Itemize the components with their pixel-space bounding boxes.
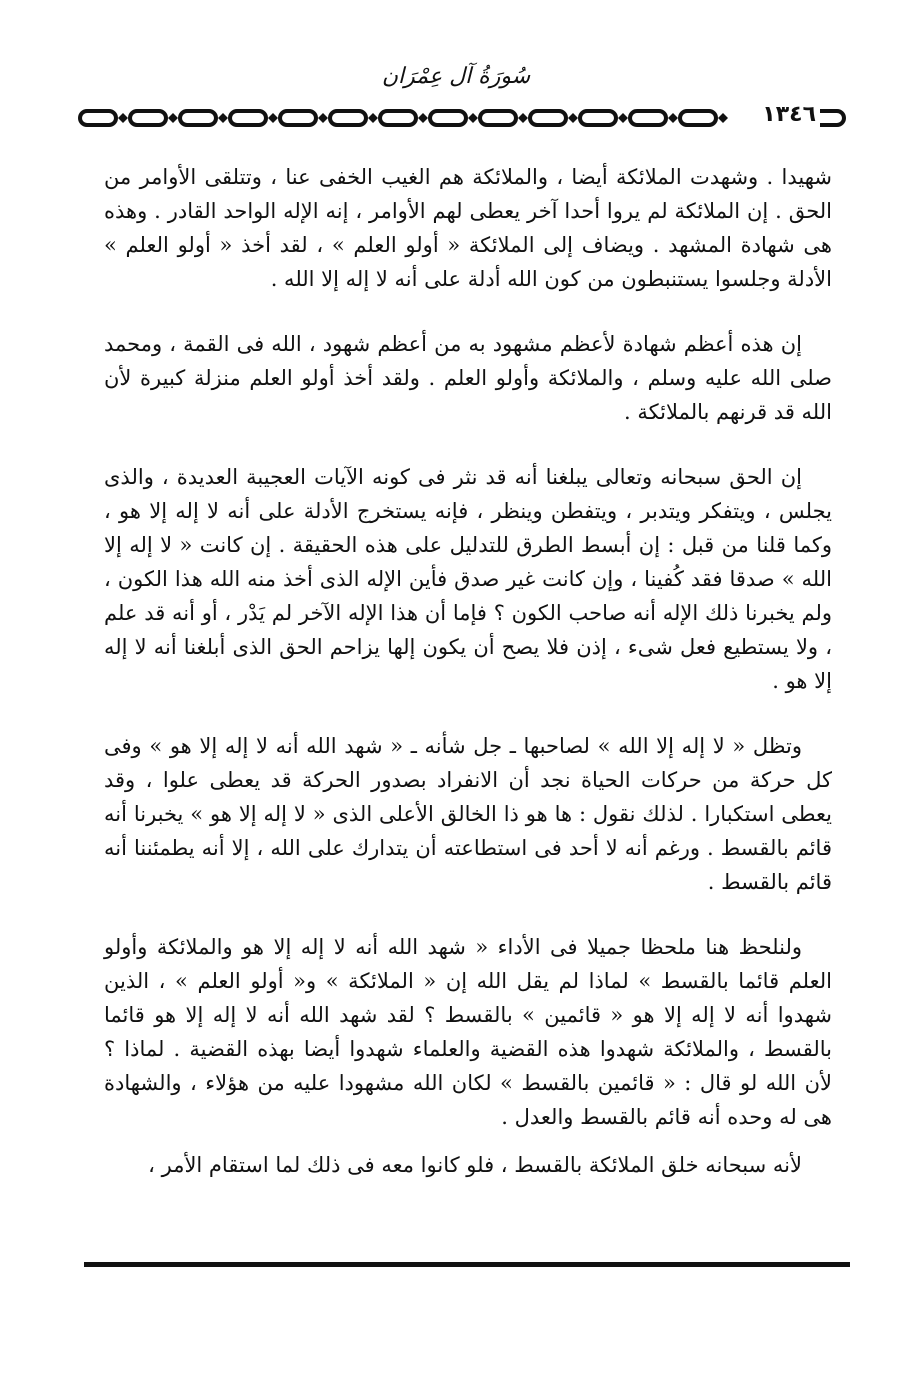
chain-diamond [568, 113, 578, 123]
page-body [104, 160, 832, 1182]
chain-link [80, 111, 116, 125]
page-number: ١٣٤٦ [758, 102, 820, 127]
paragraph-5: ولنلحظ هنا ملحظا جميلا فى الأداء « شهد الله أنه لا إله إلا هو والملائكة وأولو العلم قائما بالقسط » لماذا لم يقل الله إن « الملائكة » و« أولو العلم » ، الذين شهدوا أنه لا إله إلا هو « قائمين » بالقسط ؟ لقد شهد الله أنه لا إله إلا هو قائما بالقسط ، والملائكة شهدوا هذه القضية والعلماء شهدوا أيضا بهذه القضية . لماذا ؟ لأن الله لو قال : « قائمين بالقسط » لكان الله مشهودا عليه من هؤلاء ، والشهادة هى له وحده أنه قائم بالقسط والعدل . [104, 935, 832, 1129]
chain-diamond [268, 113, 278, 123]
chain-link [380, 111, 416, 125]
chain-diamond [618, 113, 628, 123]
chain-diamond [718, 113, 728, 123]
paragraph-2: إن هذه أعظم شهادة لأعظم مشهود به من أعظم شهود ، الله فى القمة ، ومحمد صلى الله عليه وسلم ، والملائكة وأولو العلم . ولقد أخذ أولو العلم منزلة كبيرة لأن الله قد قرنهم بالملائكة . [104, 332, 832, 424]
paragraph-6: لأنه سبحانه خلق الملائكة بالقسط ، فلو كانوا معه فى ذلك لما استقام الأمر ، [148, 1153, 802, 1177]
chain-diamond [418, 113, 428, 123]
chain-link [630, 111, 666, 125]
chain-link [330, 111, 366, 125]
chain-link [480, 111, 516, 125]
header-ornament-band [78, 101, 848, 135]
paragraph-1: شهيدا . وشهدت الملائكة أيضا ، والملائكة هم الغيب الخفى عنا ، وتتلقى الأوامر من الحق . إن الملائكة لم يروا أحدا آخر يعطى لهم الأوامر ، إنه الإله الواحد القادر . وهذه هى شهادة المشهد . ويضاف إلى الملائكة « أولو العلم » ، لقد أخذ « أولو العلم » الأدلة وجلسوا يستنبطون من كون الله أدلة على أنه لا إله إلا الله . [104, 165, 832, 291]
chain-ornament-icon [78, 101, 848, 135]
paragraph-3: إن الحق سبحانه وتعالى يبلغنا أنه قد نثر فى كونه الآيات العجيبة العديدة ، والذى يجلس ، ويتفكر ويتدبر ، ويتفطن وينظر ، فإنه يستخرج الأدلة على أنه لا إله إلا هو ، وكما قلنا من قبل : إن أبسط الطرق للتدليل على هذه الحقيقة . إن كانت « لا إله إلا الله » صدقا فقد كُفينا ، وإن كانت غير صدق فأين الإله الذى أخذ منه الله هذا الكون ، ولم يخبرنا ذلك الإله أنه صاحب الكون ؟ فإما أن هذا الإله الآخر لم يَدْر ، أو أنه قد علم ، ولا يستطيع فعل شىء ، إذن فلا يصح أن يكون إلها يزاحم الحق الذى أبلغنا أنه لا إله إلا هو . [104, 465, 832, 693]
chain-diamond [218, 113, 228, 123]
chain-link [580, 111, 616, 125]
chain-diamond [518, 113, 528, 123]
surah-title: سُورَةُ آل عِمْرَان [381, 64, 531, 89]
chain-diamond [468, 113, 478, 123]
chain-link [430, 111, 466, 125]
paragraph-4: وتظل « لا إله إلا الله » لصاحبها ـ جل شأنه ـ « شهد الله أنه لا إله إلا هو » وفى كل حركة من حركات الحياة نجد أن الانفراد بصدور الحركة قد يعطى علوا ، وقد يعطى استكبارا . لذلك نقول : ها هو ذا الخالق الأعلى الذى « لا إله إلا هو » يخبرنا أنه قائم بالقسط . ورغم أنه لا أحد فى استطاعته أن يتدارك على الله ، إلا أنه يطمئننا أنه قائم بالقسط . [104, 734, 832, 894]
chain-link [230, 111, 266, 125]
chain-link [280, 111, 316, 125]
chain-link [680, 111, 716, 125]
chain-diamond [118, 113, 128, 123]
chain-link [130, 111, 166, 125]
footer-rule [84, 1262, 850, 1267]
chain-diamond [668, 113, 678, 123]
chain-link [180, 111, 216, 125]
chain-link [530, 111, 566, 125]
chain-diamond [168, 113, 178, 123]
chain-diamond [318, 113, 328, 123]
chain-diamond [368, 113, 378, 123]
